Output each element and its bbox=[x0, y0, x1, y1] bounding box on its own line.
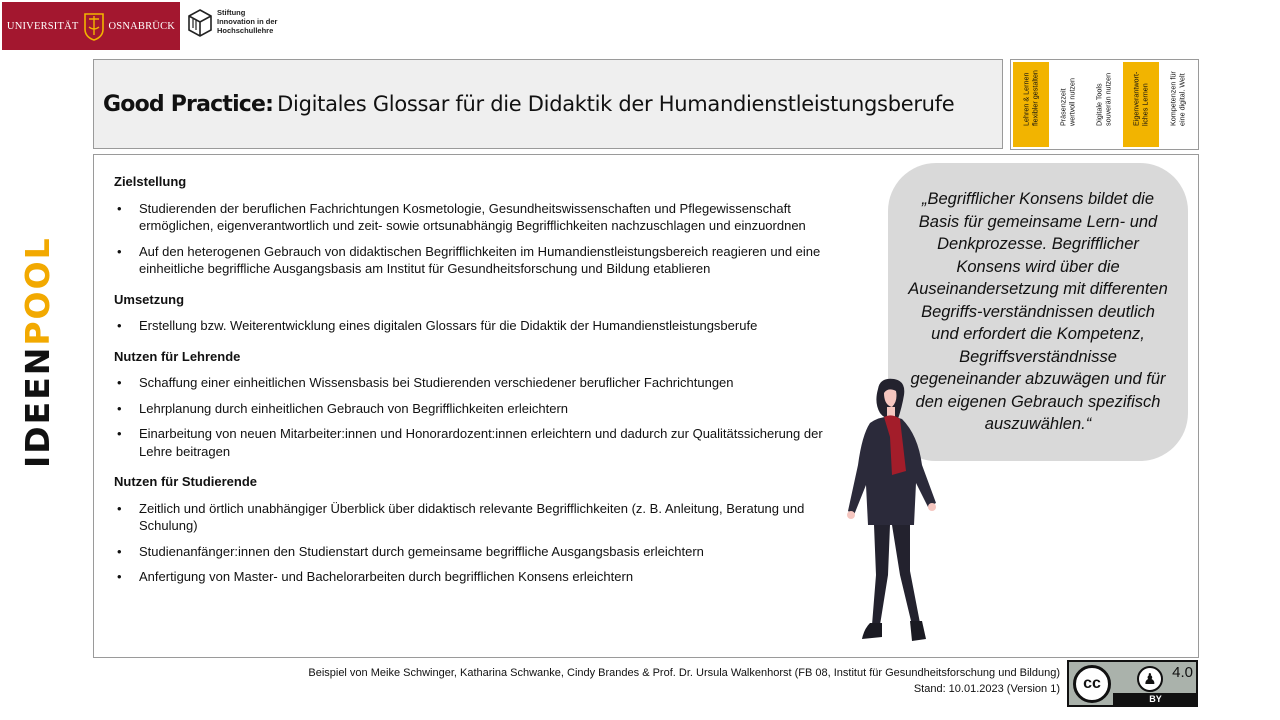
university-name-right: OSNABRÜCK bbox=[108, 20, 176, 32]
section-heading-lehrende: Nutzen für Lehrende bbox=[114, 348, 241, 364]
list-item: • Schaffung einer einheitlichen Wissensbasis bei Studierenden verschiedener beruflicher Fachrichtungen bbox=[114, 374, 854, 392]
section-heading-studierende: Nutzen für Studierende bbox=[114, 474, 258, 489]
quote-text: „Begrifflicher Konsens bildet die Basis für gemeinsame Lern- und Denkprozesse. Begrifflicher Konsens wird über die Auseinandersetzung mit differenten Begriffs-verständnissen deutlich und erfordert die Kompetenz, Begriffsverständnisse gegeneinander abzuwägen und für den eigenen Gebrauch spezifisch auszuwählen.“ bbox=[908, 190, 1168, 434]
woman-illustration bbox=[840, 375, 950, 660]
page-title-bar bbox=[93, 59, 1003, 149]
cc-icon: cc bbox=[1073, 665, 1111, 703]
list-lehrende bbox=[114, 374, 854, 460]
university-name-left: UNIVERSITÄT bbox=[6, 20, 79, 32]
university-logo bbox=[2, 2, 180, 50]
page-title: Digitales Glossar für die Didaktik der Humandienstleistungsberufe bbox=[277, 92, 955, 116]
list-item: • Auf den heterogenen Gebrauch von didaktischen Begrifflichkeiten im Humandienstleistungsbereich reagieren und eine einheitliche begriffliche Ausgangsbasis am Institut für Gesundheitsforschung und Bildung etablieren bbox=[114, 243, 854, 278]
list-umsetzung bbox=[114, 317, 854, 335]
content-column bbox=[114, 173, 854, 594]
section-heading-umsetzung: Umsetzung bbox=[114, 291, 185, 307]
category-digitale-tools: Digitale Tools souverän nutzen bbox=[1087, 62, 1123, 147]
category-panel bbox=[1010, 59, 1199, 150]
university-crest-icon bbox=[83, 11, 105, 41]
section-heading-zielstellung: Zielstellung bbox=[114, 174, 187, 189]
stiftung-name: Stiftung Innovation in der Hochschullehre bbox=[217, 8, 278, 35]
list-zielstellung bbox=[114, 200, 854, 278]
list-item: • Einarbeitung von neuen Mitarbeiter:innen und Honorardozent:innen erleichtern und dadurch zur Qualitätssicherung der Lehre beitragen bbox=[114, 425, 854, 460]
person-icon: ♟ bbox=[1137, 666, 1163, 692]
footer-authors: Beispiel von Meike Schwinger, Katharina Schwanke, Cindy Brandes & Prof. Dr. Ursula Walkenhorst (FB 08, Institut für Gesundheitsforschung und Bildung) bbox=[308, 667, 1060, 679]
category-eigenverantwortlich: Eigenverantwort- liches Lernen bbox=[1123, 62, 1159, 147]
brand-part-ideen: IDEEN bbox=[18, 345, 57, 468]
cc-license-badge[interactable] bbox=[1067, 660, 1198, 707]
list-item: • Studierenden der beruflichen Fachrichtungen Kosmetologie, Gesundheitswissenschaften und Pflegewissenschaft ermöglichen, eigenverantwortlich und zeit- sowie ortsunabhängig Begrifflichkeiten nachzuschlagen und einzuordnen bbox=[114, 200, 854, 235]
list-studierende bbox=[114, 500, 854, 586]
list-item: • Anfertigung von Master- und Bachelorarbeiten durch begrifflichen Konsens erleichtern bbox=[114, 568, 854, 586]
footer-credits bbox=[308, 665, 1060, 697]
stiftung-cube-icon bbox=[187, 8, 213, 38]
category-kompetenzen: Kompetenzen für eine digital. Welt bbox=[1160, 62, 1196, 147]
stiftung-logo bbox=[187, 8, 277, 38]
ideenpool-brand bbox=[18, 236, 57, 468]
list-item: • Erstellung bzw. Weiterentwicklung eines digitalen Glossars für die Didaktik der Humandienstleistungsberufe bbox=[114, 317, 854, 335]
license-version: 4.0 bbox=[1172, 664, 1193, 681]
by-label: BY bbox=[1113, 693, 1198, 705]
category-praesenzzeit: Präsenzzeit wertvoll nutzen bbox=[1050, 62, 1086, 147]
brand-part-pool: POOL bbox=[18, 236, 57, 346]
list-item: • Lehrplanung durch einheitlichen Gebrauch von Begrifflichkeiten erleichtern bbox=[114, 400, 854, 418]
footer-date: Stand: 10.01.2023 (Version 1) bbox=[913, 683, 1060, 695]
list-item: • Zeitlich und örtlich unabhängiger Überblick über didaktisch relevante Begrifflichkeiten (z. B. Anleitung, Beratung und Schulung) bbox=[114, 500, 854, 535]
title-prefix: Good Practice: bbox=[103, 91, 274, 117]
list-item: • Studienanfänger:innen den Studienstart durch gemeinsame begriffliche Ausgangsbasis erleichtern bbox=[114, 543, 854, 561]
category-flexibel: Lehren & Lernen flexibler gestalten bbox=[1013, 62, 1049, 147]
